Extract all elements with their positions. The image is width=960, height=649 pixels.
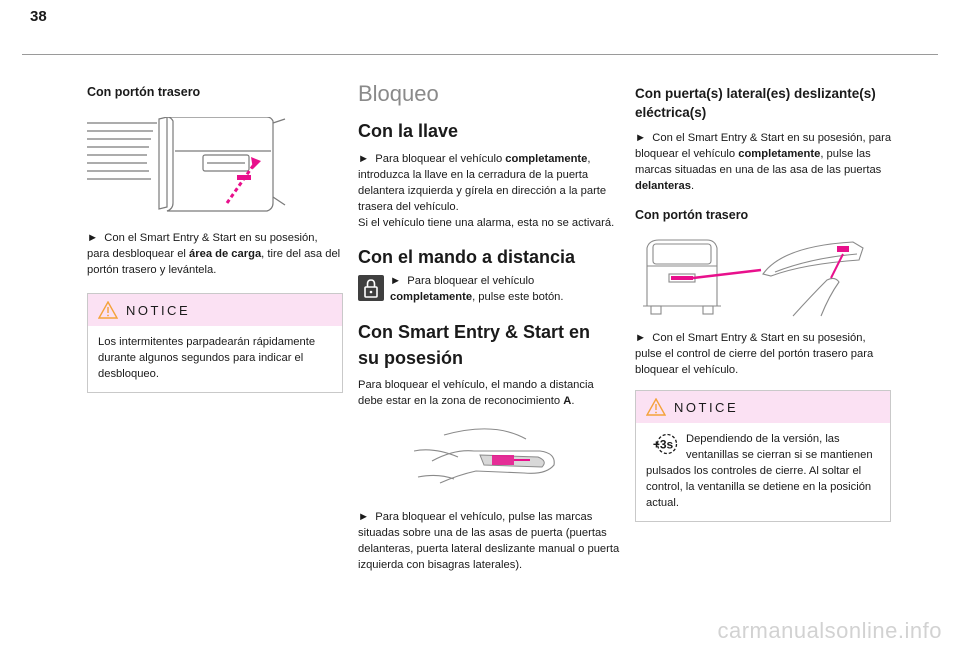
tailgate-unlock-heading: Con portón trasero	[87, 85, 201, 99]
key-step: ► Para bloquear el vehículo completamente, introduzca la llave en la cerradura de la puerta delantera izquierda y gírela en dirección a la parte trasera del vehículo. Si el vehículo tiene una alarma, esta no se activará.	[358, 153, 615, 229]
column-1	[87, 78, 343, 393]
tailgate-illustration	[87, 117, 343, 213]
notice-text: +3s Dependiendo de la versión, las ventanillas se cierran si se mantienen pulsados los controles de cierre. Al soltar el control, la ventanilla se detiene en la posición actual.	[646, 433, 873, 509]
hold-3s-label: +3s	[652, 437, 674, 452]
key-heading: Con la llave	[358, 121, 459, 141]
tailgate-unlock-step: ► Con el Smart Entry & Start en su posesión, para desbloquear el área de carga, tire del asa del portón trasero y levántela.	[87, 232, 341, 276]
tailgate-lock-heading: Con portón trasero	[635, 208, 749, 222]
tailgate-lock-step: ► Con el Smart Entry & Start en su posesión, pulse el control de cierre del portón trasero para bloquear el vehículo.	[635, 332, 874, 376]
sliding-door-heading: Con puerta(s) lateral(es) deslizante(s) eléctrica(s)	[635, 86, 876, 120]
page-number: 38	[30, 8, 47, 25]
notice-title: NOTICE	[674, 399, 739, 415]
notice-text: Los intermitentes parpadearán rápidamente durante algunos segundos para indicar el desbloqueo.	[98, 336, 316, 380]
step-arrow: ►	[358, 153, 370, 165]
smart-entry-step: ► Para bloquear el vehículo, pulse las marcas situadas sobre una de las asas de puerta (puertas delanteras, puerta lateral deslizante manual o puerta izquierda con bisagras laterales).	[358, 511, 620, 571]
lock-icon	[358, 275, 384, 301]
footer-watermark: carmanualsonline.info	[717, 618, 942, 643]
smart-entry-heading: Con Smart Entry & Start en su posesión	[358, 322, 591, 368]
step-arrow: ►	[635, 132, 647, 144]
sliding-door-step: ► Con el Smart Entry & Start en su posesión, para bloquear el vehículo completamente, pulse las marcas situadas en una de las asa de las puertas delanteras.	[635, 132, 892, 192]
remote-step: ► Para bloquear el vehículo completamente, pulse este botón.	[358, 273, 620, 305]
column-2	[358, 78, 620, 573]
step-arrow: ►	[635, 332, 647, 344]
tailgate-lock-illustration	[643, 236, 893, 318]
remote-heading: Con el mando a distancia	[358, 247, 576, 267]
warning-icon	[646, 398, 666, 416]
warning-icon	[98, 301, 118, 319]
notice-box	[87, 293, 343, 393]
step-arrow: ►	[390, 275, 402, 287]
column-3	[635, 78, 893, 522]
hold-3s-icon	[646, 433, 680, 455]
header-divider	[22, 54, 938, 55]
door-handle-illustration	[414, 421, 620, 495]
smart-entry-text: Para bloquear el vehículo, el mando a distancia debe estar en la zona de reconocimiento A.	[358, 379, 594, 407]
step-arrow: ►	[358, 511, 370, 523]
notice-header	[88, 294, 342, 326]
section-title: Bloqueo	[358, 81, 439, 106]
notice-title: NOTICE	[126, 302, 191, 318]
step-arrow: ►	[87, 232, 99, 244]
notice-box	[635, 390, 891, 522]
notice-header	[636, 391, 890, 423]
